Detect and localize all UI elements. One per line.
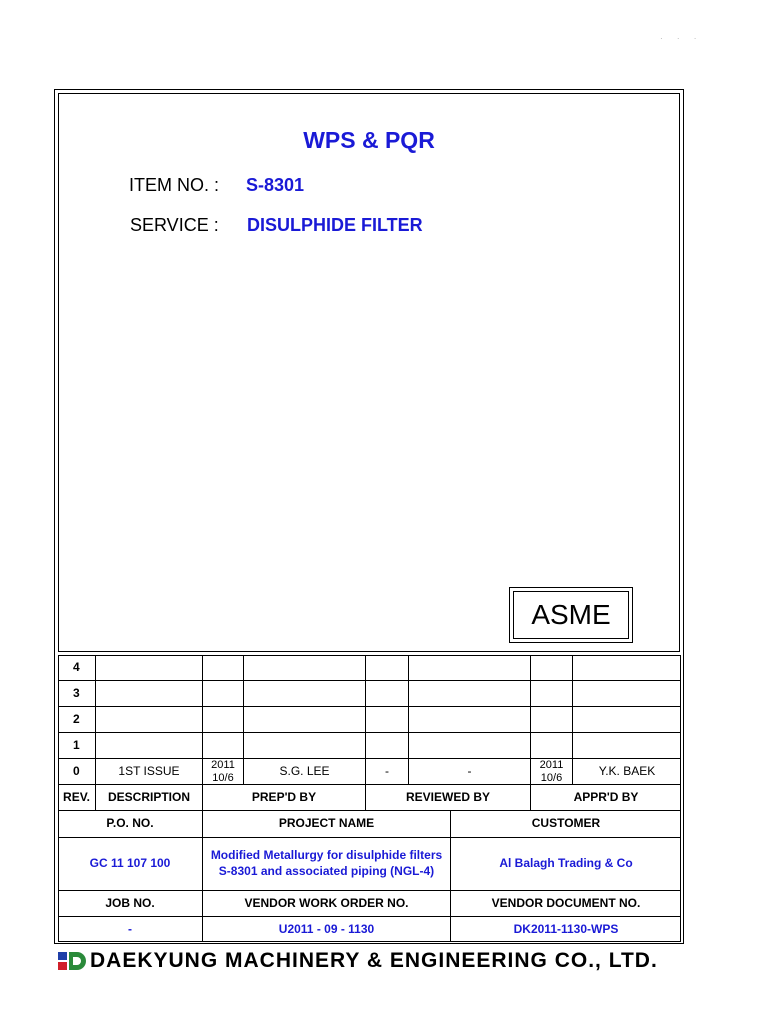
vendor-document-header: VENDOR DOCUMENT NO. bbox=[491, 895, 641, 910]
document-title: WPS & PQR bbox=[303, 127, 435, 153]
company-logo-icon bbox=[58, 950, 88, 972]
customer-header: CUSTOMER bbox=[531, 816, 601, 831]
rev-header: REV. bbox=[63, 790, 90, 805]
po-number: GC 11 107 100 bbox=[89, 856, 171, 871]
company-footer bbox=[58, 947, 658, 975]
vendor-work-order-header: VENDOR WORK ORDER NO. bbox=[244, 895, 409, 910]
vendor-work-order-number: U2011 - 09 - 1130 bbox=[278, 921, 375, 936]
prepared-by: S.G. LEE bbox=[279, 764, 330, 779]
approved-by: Y.K. BAEK bbox=[598, 764, 656, 779]
rev-number: 4 bbox=[73, 660, 80, 675]
appr-date: 2011 10/6 bbox=[539, 759, 564, 784]
rev-number: 0 bbox=[73, 764, 80, 779]
rev-description: 1ST ISSUE bbox=[118, 764, 180, 779]
reviewed-by-header: REVIEWED BY bbox=[405, 790, 490, 805]
rev-number: 3 bbox=[73, 686, 80, 701]
company-name: DAEKYUNG MACHINERY & ENGINEERING CO., LTD. bbox=[90, 949, 658, 972]
prep-date: 2011 10/6 bbox=[211, 759, 235, 784]
item-no-value: S-8301 bbox=[246, 175, 305, 195]
job-no-header: JOB NO. bbox=[105, 895, 155, 910]
project-name: Modified Metallurgy for disulphide filters S-8301 and associated piping (NGL-4) bbox=[210, 848, 443, 878]
project-name-header: PROJECT NAME bbox=[278, 816, 375, 831]
job-number: - bbox=[128, 921, 132, 936]
rev-number: 1 bbox=[73, 738, 80, 753]
asme-stamp: ASME bbox=[513, 591, 629, 639]
rev-number: 2 bbox=[73, 712, 80, 727]
review-date: - bbox=[385, 764, 389, 779]
prepared-by-header: PREP'D BY bbox=[251, 790, 317, 805]
customer-name: Al Balagh Trading & Co bbox=[499, 856, 633, 871]
item-no-label: ITEM NO. : bbox=[129, 175, 219, 195]
approved-by-header: APPR'D BY bbox=[573, 790, 639, 805]
vendor-document-number: DK2011-1130-WPS bbox=[513, 921, 619, 936]
scan-dots: · · · bbox=[660, 34, 703, 43]
po-header: P.O. NO. bbox=[106, 816, 154, 831]
description-header: DESCRIPTION bbox=[107, 790, 190, 805]
service-value: DISULPHIDE FILTER bbox=[247, 215, 423, 235]
reviewed-by: - bbox=[467, 764, 472, 779]
service-label: SERVICE : bbox=[130, 215, 219, 235]
